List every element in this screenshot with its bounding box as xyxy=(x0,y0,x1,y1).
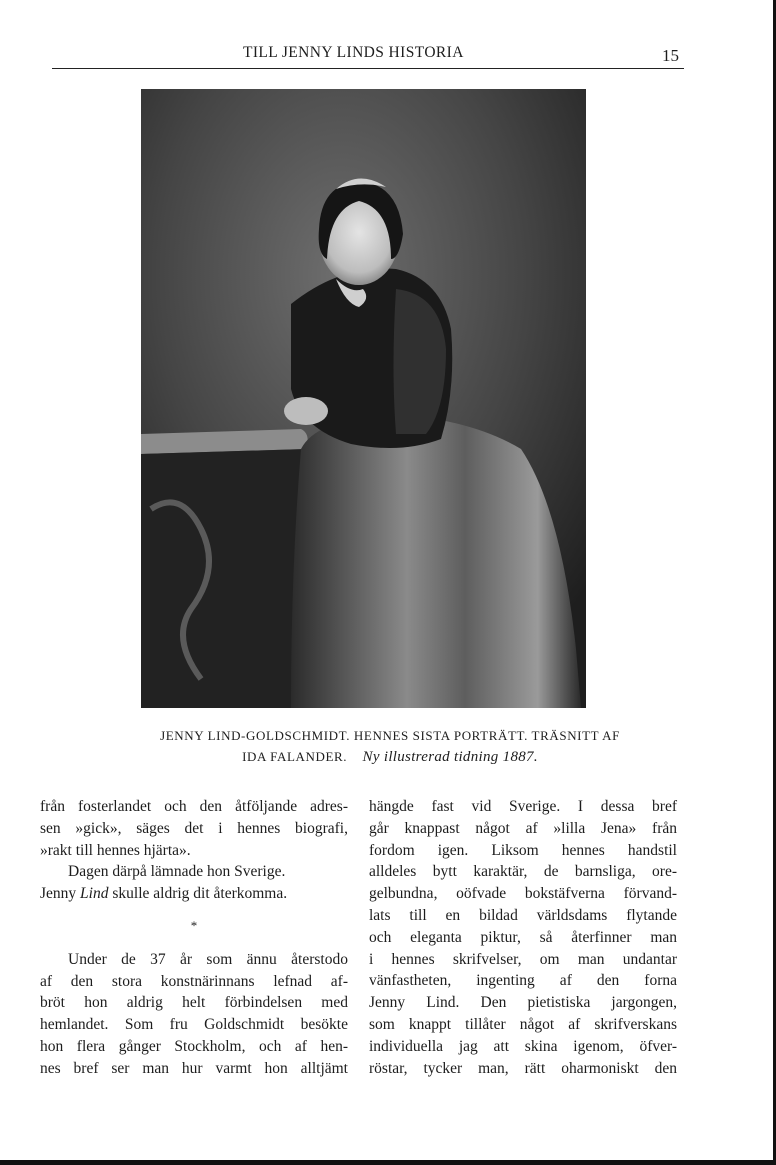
figure-caption-line2 xyxy=(40,749,740,766)
text-line: individuella jag att skina igenom, öfver- xyxy=(369,1037,677,1055)
text-column-right xyxy=(369,796,677,1079)
text-line: i hennes skrifvelser, om man undantar xyxy=(369,950,677,968)
figure-caption-line1: JENNY LIND-GOLDSCHMIDT. HENNES SISTA PORTRÄTT. TRÄSNITT AF xyxy=(160,728,620,743)
text-line: lats till en bildad världsdams flytande xyxy=(369,906,677,924)
text-line: går knappast något af »lilla Jena» från xyxy=(369,819,677,837)
hands xyxy=(284,397,328,425)
text-line: sen »gick», säges det i hennes biografi, xyxy=(40,819,348,837)
text-line: Dagen därpå lämnade hon Sverige. xyxy=(68,863,286,881)
text-line: Under de 37 år som ännu återstodo xyxy=(68,950,348,968)
text-line: nes bref ser man hur varmt hon alltjämt xyxy=(40,1059,348,1077)
text-span: skulle aldrig dit återkomma. xyxy=(108,885,288,903)
text-line: bröt hon aldrig helt förbindelsen med xyxy=(40,994,348,1012)
table-base xyxy=(141,449,316,708)
text-line: Jenny Lind. Den pietistiska jargongen, xyxy=(369,994,677,1012)
text-line: alldeles bytt karaktär, de barnsliga, ore- xyxy=(369,863,677,881)
portrait-engraving xyxy=(141,89,586,708)
caption-artist: IDA FALANDER. xyxy=(242,749,348,764)
text-span: Jenny xyxy=(40,885,81,903)
text-line: fordom igen. Liksom hennes handstil xyxy=(369,841,677,859)
text-line: som knappt tillåter något af skrifverskans xyxy=(369,1015,677,1033)
running-head: TILL JENNY LINDS HISTORIA xyxy=(243,44,464,61)
text-line: hängde fast vid Sverige. I dessa bref xyxy=(369,798,677,815)
text-line: röstar, tycker man, rätt oharmoniskt den xyxy=(369,1059,677,1077)
text-line: hemlandet. Som fru Goldschmidt besökte xyxy=(40,1016,348,1034)
section-separator: * xyxy=(190,917,198,933)
caption-source: Ny illustrerad tidning 1887. xyxy=(362,749,538,765)
text-line xyxy=(40,883,348,905)
page-number: 15 xyxy=(662,46,679,65)
text-line: gelbundna, oöfvade bokstäfverna förvand- xyxy=(369,885,677,903)
text-line: af den stora konstnärinnans lefnad af- xyxy=(40,972,348,990)
portrait-illustration xyxy=(141,89,586,708)
text-column-left xyxy=(40,796,348,1080)
text-line: »rakt till hennes hjärta». xyxy=(40,841,191,859)
italic-name: Lind xyxy=(80,885,109,903)
page-edge-bottom xyxy=(0,1160,776,1165)
header-rule xyxy=(52,68,684,69)
text-line: från fosterlandet och den åtföljande adres- xyxy=(40,798,348,815)
text-line: vänfastheten, ingenting af den forna xyxy=(369,972,677,990)
text-line: hon flera gånger Stockholm, och af hen- xyxy=(40,1037,348,1055)
text-line: och eleganta piktur, så återfinner man xyxy=(369,928,677,946)
